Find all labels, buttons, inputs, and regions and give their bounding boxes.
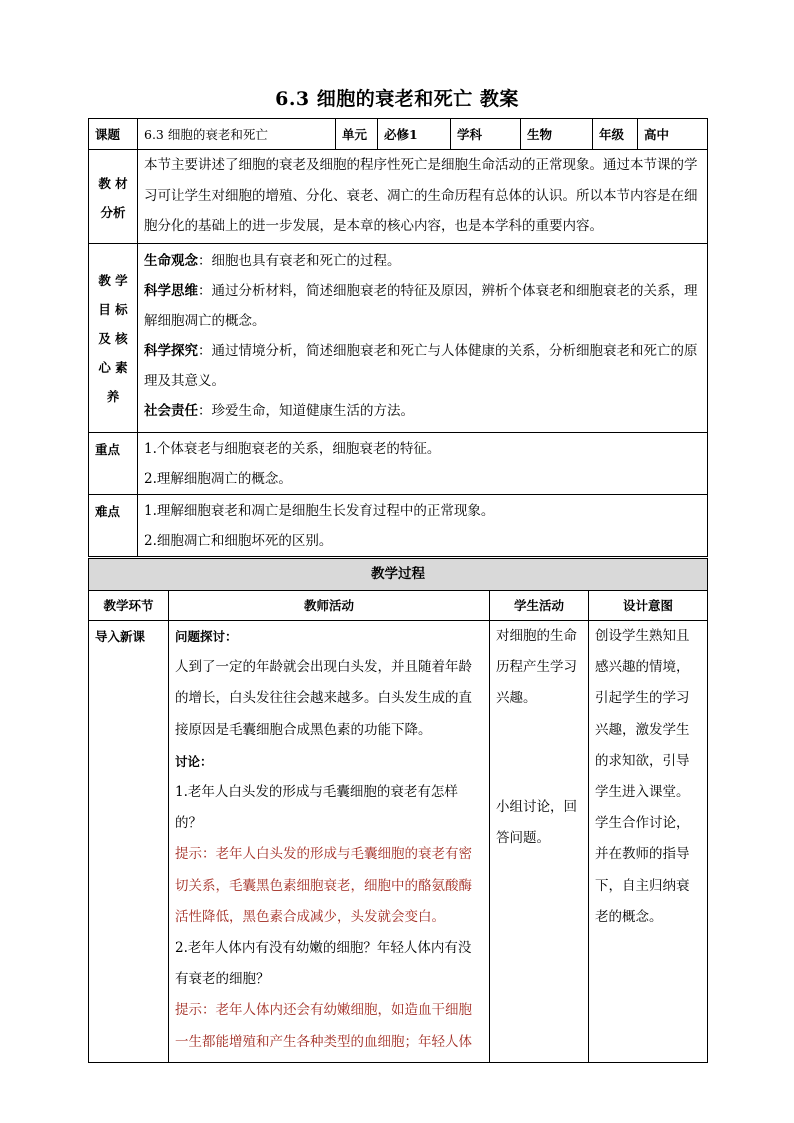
key-point-item: 2.理解细胞凋亡的概念。 <box>144 471 292 487</box>
hint-2: 提示：老年人体内还会有幼嫩细胞，如造血干细胞一生都能增殖和产生各种类型的血细胞；年轻人体 <box>175 1002 472 1050</box>
design-intent <box>589 621 708 1063</box>
objective-item: 社会责任：珍爱生命，知道健康生活的方法。 <box>144 403 414 419</box>
key-point-item: 1.个体衰老与细胞衰老的关系，细胞衰老的特征。 <box>144 441 441 457</box>
key-points-label: 重点 <box>89 433 138 495</box>
process-banner: 教学过程 <box>89 559 708 591</box>
stage-cell: 导入新课 <box>89 621 169 1063</box>
grade-label: 年级 <box>593 119 638 150</box>
question-2: 2.老年人体内有没有幼嫩的细胞？年轻人体内有没有衰老的细胞？ <box>175 940 472 988</box>
objective-item: 科学思维：通过分析材料，简述细胞衰老的特征及原因，辨析个体衰老和细胞衰老的关系，理解细胞凋亡的概念。 <box>144 283 698 329</box>
lesson-info-table <box>88 118 708 557</box>
question-1: 1.老年人白头发的形成与毛囊细胞的衰老有怎样的？ <box>175 784 458 832</box>
col-header-stage: 教学环节 <box>89 591 169 621</box>
discuss-heading: 讨论： <box>175 753 213 769</box>
col-header-design: 设计意图 <box>589 591 708 621</box>
difficult-points-label: 难点 <box>89 495 138 557</box>
design-intent-2: 学生合作讨论，并在教师的指导下，自主归纳衰老的概念。 <box>595 815 690 925</box>
page-title: 6.3 细胞的衰老和死亡 教案 <box>275 88 519 110</box>
question-heading: 问题探讨： <box>175 629 238 644</box>
hint-1: 提示：老年人白头发的形成与毛囊细胞的衰老有密切关系，毛囊黑色素细胞衰老，细胞中的酪氨酸酶活性降低，黑色素合成减少，头发就会变白。 <box>175 846 472 925</box>
objectives-list <box>138 244 708 433</box>
student-activity <box>490 621 589 1063</box>
design-intent-1: 创设学生熟知且感兴趣的情境，引起学生的学习兴趣，激发学生的求知欲，引导学生进入课堂。 <box>595 628 690 801</box>
analysis-label: 教 材 分析 <box>89 150 138 244</box>
unit-value: 必修1 <box>378 119 451 150</box>
subject-label: 学科 <box>451 119 521 150</box>
teaching-process-table <box>88 558 708 1063</box>
difficult-point-item: 1.理解细胞衰老和凋亡是细胞生长发育过程中的正常现象。 <box>144 503 495 519</box>
key-points-list <box>138 433 708 495</box>
col-header-teacher: 教师活动 <box>169 591 490 621</box>
difficult-point-item: 2.细胞凋亡和细胞坏死的区别。 <box>144 533 333 549</box>
objectives-label: 教 学 目 标 及 核 心 素 养 <box>89 244 138 433</box>
unit-label: 单元 <box>336 119 378 150</box>
student-activity-1: 对细胞的生命历程产生学习兴趣。 <box>496 628 577 707</box>
topic-label: 课题 <box>89 119 138 150</box>
subject-value: 生物 <box>521 119 593 150</box>
col-header-student: 学生活动 <box>490 591 589 621</box>
objective-item: 科学探究：通过情境分析，简述细胞衰老和死亡与人体健康的关系，分析细胞衰老和死亡的原理及其意义。 <box>144 343 698 389</box>
intro-text: 人到了一定的年龄就会出现白头发，并且随着年龄的增长，白头发往往会越来越多。白头发生成的直接原因是毛囊细胞合成黑色素的功能下降。 <box>175 659 472 738</box>
topic-value: 6.3 细胞的衰老和死亡 <box>138 119 336 150</box>
student-activity-2: 小组讨论，回答问题。 <box>496 798 577 846</box>
difficult-points-list <box>138 495 708 557</box>
objective-item: 生命观念：细胞也具有衰老和死亡的过程。 <box>144 253 401 269</box>
grade-value: 高中 <box>638 119 708 150</box>
analysis-text: 本节主要讲述了细胞的衰老及细胞的程序性死亡是细胞生命活动的正常现象。通过本节课的学习可让学生对细胞的增殖、分化、衰老、凋亡的生命历程有总体的认识。所以本节内容是在细胞分化的基础上的进一步发展，是本章的核心内容，也是本学科的重要内容。 <box>138 150 708 244</box>
teacher-activity <box>169 621 490 1063</box>
